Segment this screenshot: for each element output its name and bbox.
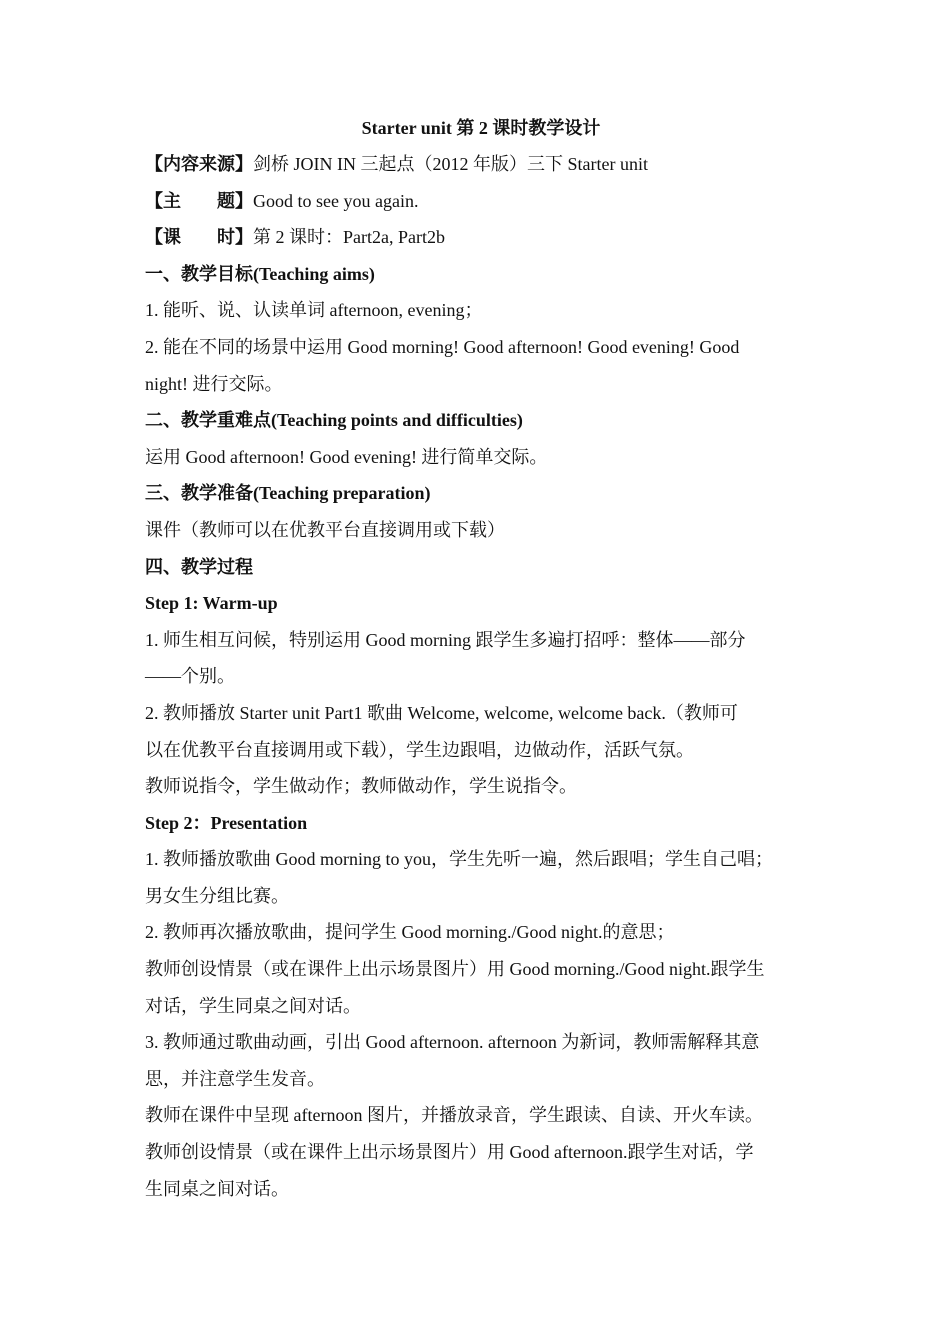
meta-period-label: 【课 时】: [145, 227, 253, 248]
meta-period-value: 第 2 课时：Part2a, Part2b: [253, 227, 445, 248]
aims-item-1: 1. 能听、说、认读单词 afternoon, evening；: [145, 300, 483, 321]
prep-heading: 三、教学准备(Teaching preparation): [145, 483, 431, 504]
document-page: [145, 110, 817, 1207]
step1-item-1-line-2: ——个别。: [145, 666, 235, 687]
step1-heading: Step 1: Warm-up: [145, 593, 278, 614]
aims-item-2-line-2: night! 进行交际。: [145, 373, 283, 394]
meta-period: [145, 219, 817, 256]
meta-topic: [145, 183, 817, 220]
step1-item-2-line-2: 以在优教平台直接调用或下载），学生边跟唱，边做动作，活跃气氛。: [145, 739, 694, 760]
step2-heading: Step 2：Presentation: [145, 812, 308, 833]
step2-item-3-line-5: 生同桌之间对话。: [145, 1178, 289, 1199]
meta-source: [145, 146, 817, 183]
step2-item-3-line-4: 教师创设情景（或在课件上出示场景图片）用 Good afternoon.跟学生对话，学: [145, 1142, 754, 1163]
document-title: Starter unit 第 2 课时教学设计: [361, 118, 601, 138]
step2-item-3-line-2: 思，并注意学生发音。: [145, 1068, 325, 1089]
meta-topic-value: Good to see you again.: [253, 190, 419, 211]
step2-item-2-line-3: 对话，学生同桌之间对话。: [145, 995, 361, 1016]
aims-heading: 一、教学目标(Teaching aims): [145, 263, 375, 284]
step1-item-3: 教师说指令，学生做动作；教师做动作，学生说指令。: [145, 776, 577, 797]
step2-item-1-line-1: 1. 教师播放歌曲 Good morning to you，学生先听一遍，然后跟唱；学生自己唱；: [145, 849, 773, 870]
step2-item-2-line-1: 2. 教师再次播放歌曲，提问学生 Good morning./Good night.的意思；: [145, 922, 675, 943]
points-item-1: 运用 Good afternoon! Good evening! 进行简单交际。: [145, 446, 548, 467]
points-heading: 二、教学重难点(Teaching points and difficulties): [145, 410, 523, 431]
prep-item-1: 课件（教师可以在优教平台直接调用或下载）: [145, 519, 505, 540]
step2-item-3-line-3: 教师在课件中呈现 afternoon 图片，并播放录音，学生跟读、自读、开火车读。: [145, 1105, 763, 1126]
step1-item-2-line-1: 2. 教师播放 Starter unit Part1 歌曲 Welcome, welcome, welcome back.（教师可: [145, 702, 738, 723]
process-heading: 四、教学过程: [145, 556, 253, 577]
step2-item-2-line-2: 教师创设情景（或在课件上出示场景图片）用 Good morning./Good night.跟学生: [145, 959, 765, 980]
meta-topic-label: 【主 题】: [145, 190, 253, 211]
aims-item-2-line-1: 2. 能在不同的场景中运用 Good morning! Good afternoon! Good evening! Good: [145, 336, 740, 357]
step2-item-3-line-1: 3. 教师通过歌曲动画，引出 Good afternoon. afternoon 为新词，教师需解释其意: [145, 1032, 760, 1053]
step2-item-1-line-2: 男女生分组比赛。: [145, 885, 289, 906]
meta-source-label: 【内容来源】: [145, 154, 253, 174]
step1-item-1-line-1: 1. 师生相互问候，特别运用 Good morning 跟学生多遍打招呼：整体——部分: [145, 629, 746, 650]
meta-source-value: 剑桥 JOIN IN 三起点（2012 年版）三下 Starter unit: [253, 154, 648, 174]
